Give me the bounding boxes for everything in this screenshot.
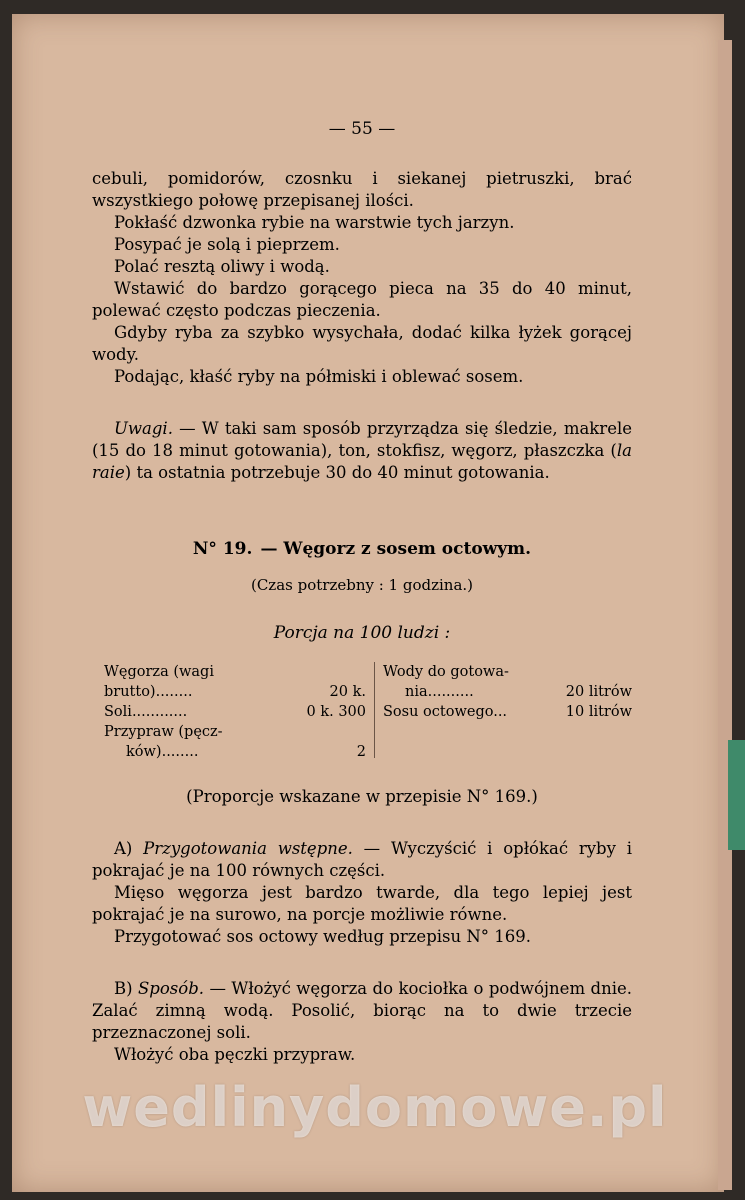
ingredient-row [383,682,632,702]
ingredient-name: Przypraw (pęcz- [104,724,223,740]
section-a-label: A) [114,839,144,858]
recipe-title: — Węgorz z sosem octowym. [260,539,532,559]
ingredient-name: ków)........ [126,744,199,760]
column-divider [374,662,375,758]
ingredient-name: Wody do gotowa- [383,664,509,680]
section-a-title: Przygotowania wstępne. [143,839,353,858]
ingredient-name: Węgorza (wagi [104,664,214,680]
ingredient-qty: 10 litrów [565,704,632,720]
recipe-portion: Porcja na 100 ludzi : [273,623,451,643]
paragraph: Wstawić do bardzo gorącego pieca na 35 do 40 minut, polewać często podczas pieczenia. [92,279,632,320]
section-b-label: B) [114,979,138,998]
page-content [92,118,632,1066]
ingredient-row [104,682,366,702]
recipe-time: (Czas potrzebny : 1 godzina.) [250,576,474,594]
ingredient-qty: 0 k. 300 [306,704,366,720]
ingredient-name: nia.......... [405,684,474,700]
watermark: wedlinydomowe.pl [82,1076,668,1139]
ingredient-row [104,662,366,682]
recipe-number: N° 19. [192,539,253,559]
ingredient-qty [274,722,366,742]
section-a-paragraph [92,838,632,882]
paragraph: Pokłaść dzwonka rybie na warstwie tych jarzyn. [114,213,515,232]
recipe-heading [92,538,632,560]
ingredient-row [104,742,366,762]
ingredient-row [383,702,632,722]
proportions-note: (Proporcje wskazane w przepisie N° 169.) [186,787,538,806]
page-number: — 55 — [328,119,396,139]
paragraph: Podając, kłaść ryby na półmiski i oblewać sosem. [114,367,524,386]
section-b-title: Sposób. [138,979,205,998]
ingredient-name: Soli............ [104,704,188,720]
remarks-text-end: ) ta ostatnia potrzebuje 30 do 40 minut gotowania. [124,463,550,482]
ingredient-qty: 20 k. [329,684,366,700]
ingredient-name: Sosu octowego... [383,704,508,720]
ingredient-qty: 2 [356,744,366,760]
bookmark-strip [728,740,745,850]
paragraph: Polać resztą oliwy i wodą. [114,257,330,276]
ingredient-qty [274,662,366,682]
ingredient-qty: 20 litrów [565,684,632,700]
remarks-paragraph [92,418,632,484]
page-edge [718,40,732,1190]
ingredient-qty [540,662,632,682]
remarks-text: — W taki sam sposób przyrządza się śledzie, makrele (15 do 18 minut gotowania), ton, stokfisz, węgorz, płaszczka ( [92,419,632,460]
ingredients-left [92,662,366,762]
paragraph: Włożyć oba pęczki przypraw. [114,1045,356,1064]
ingredient-row [383,662,632,682]
ingredient-row [104,722,366,742]
ingredient-row [104,702,366,722]
remarks-label: Uwagi. [114,419,173,438]
paragraph: Mięso węgorza jest bardzo twarde, dla tego lepiej jest pokrajać je na surowo, na porcje możliwie równe. [92,883,632,924]
section-a-text: — Wyczyścić i opłókać ryby i pokrajać je na 100 równych części. [92,839,632,880]
paragraph: Przygotować sos octowy według przepisu N° 169. [114,927,532,946]
ingredients-right [383,662,632,762]
ingredient-name: brutto)........ [104,684,193,700]
paragraph: cebuli, pomidorów, czosnku i siekanej pietruszki, brać wszystkiego połowę przepisanej ilości. [92,169,632,210]
paragraph: Gdyby ryba za szybko wysychała, dodać kilka łyżek gorącej wody. [92,323,632,364]
section-b-paragraph [92,978,632,1044]
section-b-text: — Włożyć węgorza do kociołka o podwójnem dnie. Zalać zimną wodą. Posolić, biorąc na to dwie trzecie przeznaczonej soli. [92,979,632,1042]
paragraph: Posypać je solą i pieprzem. [114,235,340,254]
ingredients-table [92,662,632,762]
remarks-french: la raie [92,441,632,482]
